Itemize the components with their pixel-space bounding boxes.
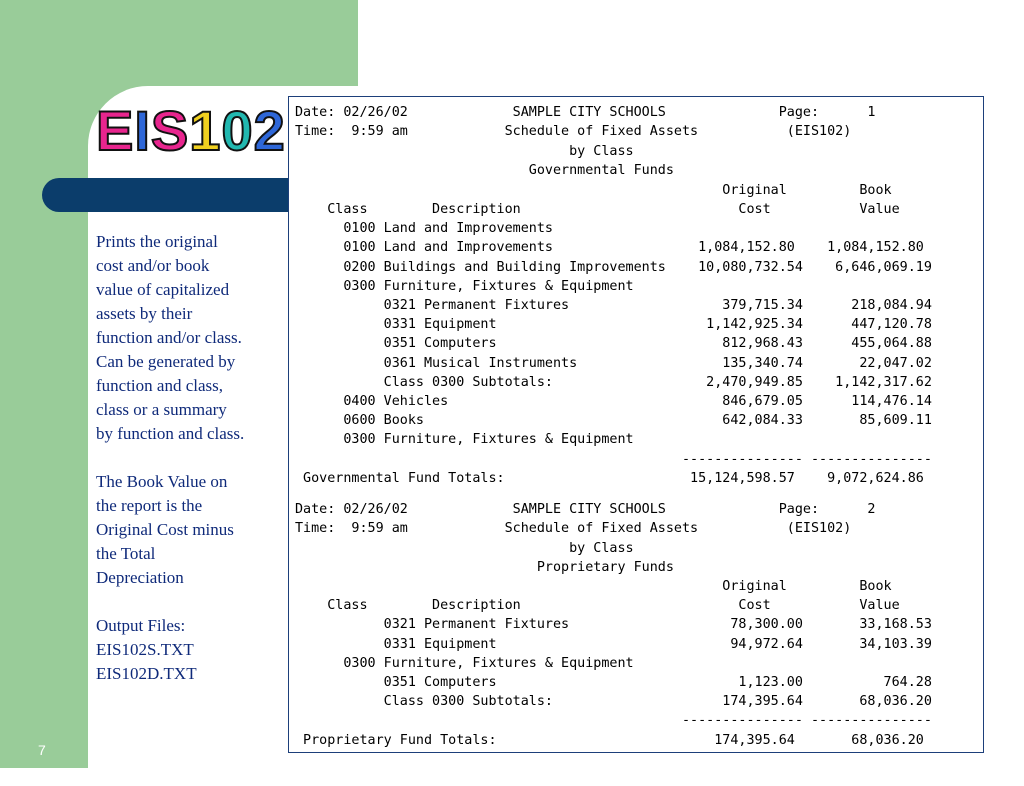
description-line: cost and/or book: [96, 256, 210, 275]
report-line: 0361 Musical Instruments 135,340.74 22,047.02: [295, 356, 932, 371]
report-line: 0331 Equipment 1,142,925.34 447,120.78: [295, 317, 932, 332]
report-line: 0300 Furniture, Fixtures & Equipment: [295, 656, 634, 671]
report-line: Class Description Cost Value: [295, 598, 900, 613]
report-line: Class 0300 Subtotals: 174,395.64 68,036.20: [295, 694, 932, 709]
report-line: 0400 Vehicles 846,679.05 114,476.14: [295, 394, 932, 409]
description-line: Prints the original: [96, 232, 218, 251]
title-letter: 0: [221, 99, 254, 162]
title-letter: I: [134, 99, 151, 162]
output-file-name: EIS102D.TXT: [96, 664, 197, 683]
description-line: assets by their: [96, 304, 193, 323]
report-line: Class 0300 Subtotals: 2,470,949.85 1,142,317.62: [295, 375, 932, 390]
report-line: 0100 Land and Improvements: [295, 221, 553, 236]
slide-number: 7: [38, 742, 46, 758]
report-line: Time: 9:59 am Schedule of Fixed Assets (EIS102): [295, 124, 852, 139]
description-line: Original Cost minus: [96, 520, 234, 539]
report-line: --------------- ---------------: [295, 713, 932, 728]
report-line: Date: 02/26/02 SAMPLE CITY SCHOOLS Page: 1: [295, 105, 876, 120]
description-line: value of capitalized: [96, 280, 230, 299]
report-line: by Class: [295, 541, 634, 556]
report-line: 0351 Computers 812,968.43 455,064.88: [295, 336, 932, 351]
report-line: 0600 Books 642,084.33 85,609.11: [295, 413, 932, 428]
title-letter: E: [96, 99, 135, 162]
report-line: 0351 Computers 1,123.00 764.28: [295, 675, 932, 690]
description-line: the report is the: [96, 496, 203, 515]
report-line: Proprietary Fund Totals: 174,395.64 68,036.20: [295, 733, 924, 748]
report-line: --------------- ---------------: [295, 452, 932, 467]
description-line: by function and class.: [96, 424, 245, 443]
report-line: Proprietary Funds: [295, 560, 674, 575]
book-value-note: [96, 470, 282, 590]
output-file-name: EIS102S.TXT: [96, 640, 194, 659]
description-line: class or a summary: [96, 400, 227, 419]
report-printout: [288, 96, 984, 753]
description-line: Can be generated by: [96, 352, 236, 371]
report-line: 0331 Equipment 94,972.64 34,103.39: [295, 637, 932, 652]
report-line: 0100 Land and Improvements 1,084,152.80 1,084,152.80: [295, 240, 924, 255]
slide-title: [96, 98, 286, 163]
slide-description: [96, 230, 282, 710]
report-line: 0321 Permanent Fixtures 379,715.34 218,084.94: [295, 298, 932, 313]
description-line: The Book Value on: [96, 472, 228, 491]
description-line: function and/or class.: [96, 328, 242, 347]
report-line: by Class: [295, 144, 634, 159]
description-line: the Total: [96, 544, 156, 563]
report-line: 0200 Buildings and Building Improvements 10,080,732.54 6,646,069.19: [295, 260, 932, 275]
title-letter: 1: [189, 99, 222, 162]
description-line: function and class,: [96, 376, 223, 395]
description-paragraph: [96, 230, 282, 446]
report-line: Time: 9:59 am Schedule of Fixed Assets (EIS102): [295, 521, 852, 536]
report-line: Class Description Cost Value: [295, 202, 900, 217]
title-letter: 2: [253, 99, 286, 162]
report-line: Governmental Fund Totals: 15,124,598.57 9,072,624.86: [295, 471, 924, 486]
report-line: Date: 02/26/02 SAMPLE CITY SCHOOLS Page: 2: [295, 502, 876, 517]
report-line: Governmental Funds: [295, 163, 674, 178]
output-files-label: Output Files:: [96, 616, 186, 635]
report-line: 0300 Furniture, Fixtures & Equipment: [295, 279, 634, 294]
title-letter: S: [150, 99, 190, 162]
description-line: Depreciation: [96, 568, 184, 587]
report-line: 0300 Furniture, Fixtures & Equipment: [295, 432, 634, 447]
report-line: Original Book: [295, 579, 892, 594]
output-files: [96, 614, 282, 686]
report-line: Original Book: [295, 183, 892, 198]
report-line: 0321 Permanent Fixtures 78,300.00 33,168.53: [295, 617, 932, 632]
